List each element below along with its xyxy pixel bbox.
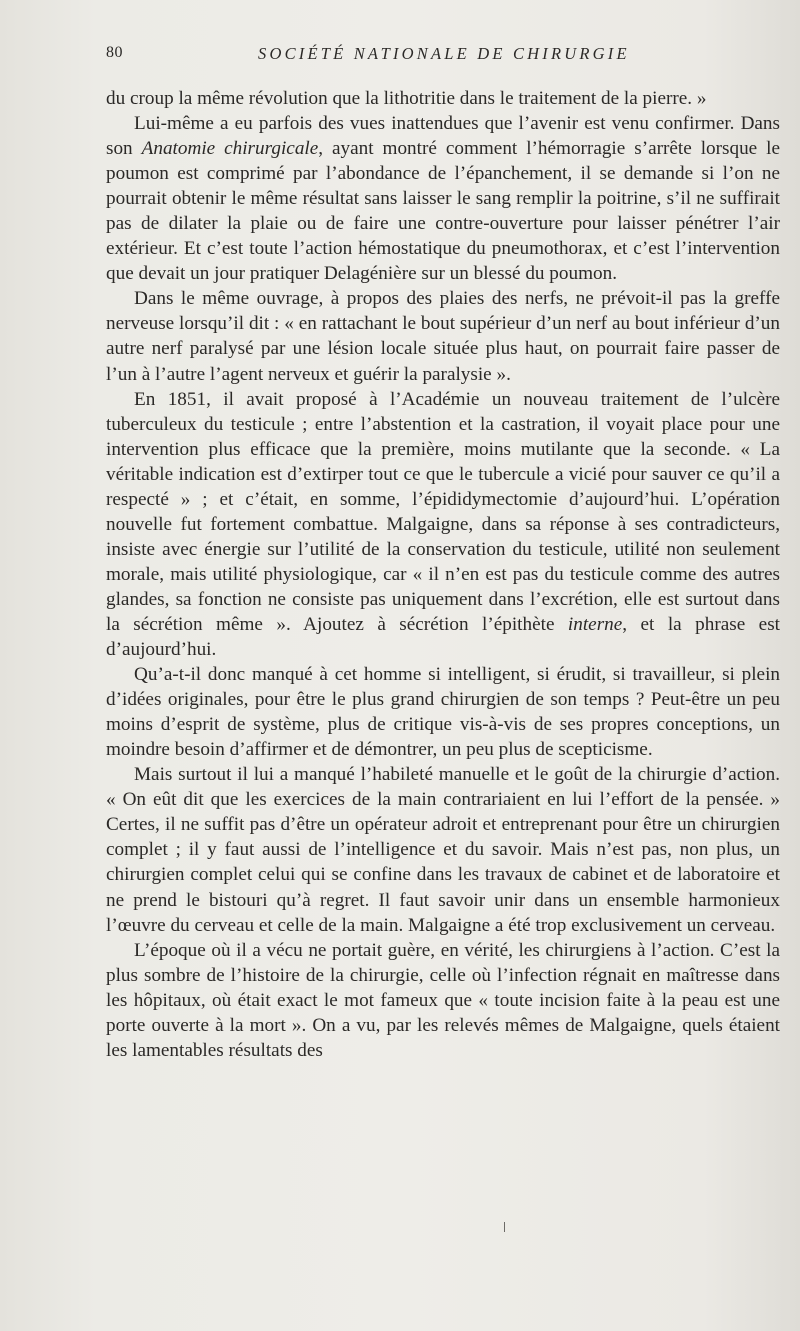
- body-text: [106, 86, 780, 1063]
- paragraph-7: L’époque où il a vécu ne portait guère, en vérité, les chirurgiens à l’action. C’est la plus sombre de l’histoire de la chirurgie, celle où l’infection régnait en maîtresse dans les hôpitaux, où était exact le mot fameux que « toute incision faite à la peau est une porte ouverte à la mort ». On a vu, par les relevés mêmes de Malgaigne, quels étaient les lamentables résultats des: [106, 939, 780, 1061]
- running-head-title: SOCIÉTÉ NATIONALE DE CHIRURGIE: [258, 44, 630, 63]
- paragraph-2-text-start: Lui-même a eu parfois des vues inattendues que l’avenir est venu confirmer. Dans son: [106, 113, 780, 160]
- paragraph-4-text-end: , et la phrase est d’aujourd’hui.: [106, 613, 780, 661]
- epithet-italic: interne: [567, 613, 623, 635]
- print-mark: [504, 1222, 505, 1232]
- paragraph-6: Mais surtout il lui a manqué l’habileté manuelle et le goût de la chirurgie d’action. « On eût dit que les exercices de la main contrariaient en lui l’effort de la pensée. » Certes, il ne suffit pas d’être un opérateur adroit et entreprenant pour être un chirurgien complet ; il y faut aussi de l’intelligence et du savoir. Mais n’est pas, non plus, un chirurgien complet celui qui se confine dans les travaux de cabinet et de laboratoire et ne prend le bistouri qu’à regret. Il faut savoir unir dans un ensemble harmonieux l’œuvre du cerveau et celle de la main. Malgaigne a été trop exclusivement un cerveau.: [106, 764, 780, 936]
- paragraph-4: [106, 387, 780, 663]
- paragraph-5: Qu’a-t-il donc manqué à cet homme si intelligent, si érudit, si travailleur, si plein d’idées originales, pour être le plus grand chirurgien de son temps ? Peut-être un peu moins d’esprit de système, plus de critique vis-à-vis de ses propres conceptions, un moindre besoin d’affirmer et de démontrer, un peu plus de scepticisme.: [106, 664, 780, 761]
- book-title-italic: Anatomie chirurgicale: [141, 138, 319, 160]
- paragraph-1: du croup la même révolution que la lithotritie dans le traitement de la pierre. »: [106, 88, 707, 109]
- paragraph-3: Dans le même ouvrage, à propos des plaies des nerfs, ne prévoit-il pas la greffe nerveuse lorsqu’il dit : « en rattachant le bout supérieur d’un nerf au bout inférieur d’un autre nerf paralysé par une lésion locale située plus haut, on pourrait faire passer de l’un à l’autre l’agent nerveux et guérir la paralysie ».: [106, 288, 780, 385]
- paragraph-4-text-start: En 1851, il avait proposé à l’Académie un nouveau traitement de l’ulcère tuberculeux du testicule ; entre l’abstention et la castration, il voyait place pour une intervention plus efficace que la première, moins mutilante que la seconde. « La véritable indication est d’extirper tout ce que le tubercule a vicié pour sauver ce qu’il a respecté » ; et c’était, en somme, l’épididymectomie d’aujourd’hui. L’opération nouvelle fut fortement combattue. Malgaigne, dans sa réponse à ses contradicteurs, insiste avec énergie sur l’utilité de la conservation du testicule, utilité non seulement morale, mais utilité physiologique, car « il n’en est pas du testicule comme des autres glandes, sa fonction ne consiste pas uniquement dans l’excrétion, elle est surtout dans la sécrétion même ». Ajoutez à sécrétion l’épithète: [106, 388, 780, 635]
- paragraph-2-text-end: , ayant montré comment l’hémorragie s’arrête lorsque le poumon est comprimé par l’abondance de l’épanchement, il se demande si l’on ne pourrait obtenir le même résultat sans laisser le sang remplir la poitrine, s’il ne suffirait pas de dilater la plaie ou de faire une contre-ouverture pour laisser pénétrer l’air extérieur. Et c’est toute l’action hémostatique du pneumothorax, et c’est l’intervention que devait un jour pratiquer Delagénière sur un blessé du poumon.: [106, 138, 781, 285]
- page-number: 80: [106, 44, 123, 61]
- paragraph-2: [106, 111, 780, 286]
